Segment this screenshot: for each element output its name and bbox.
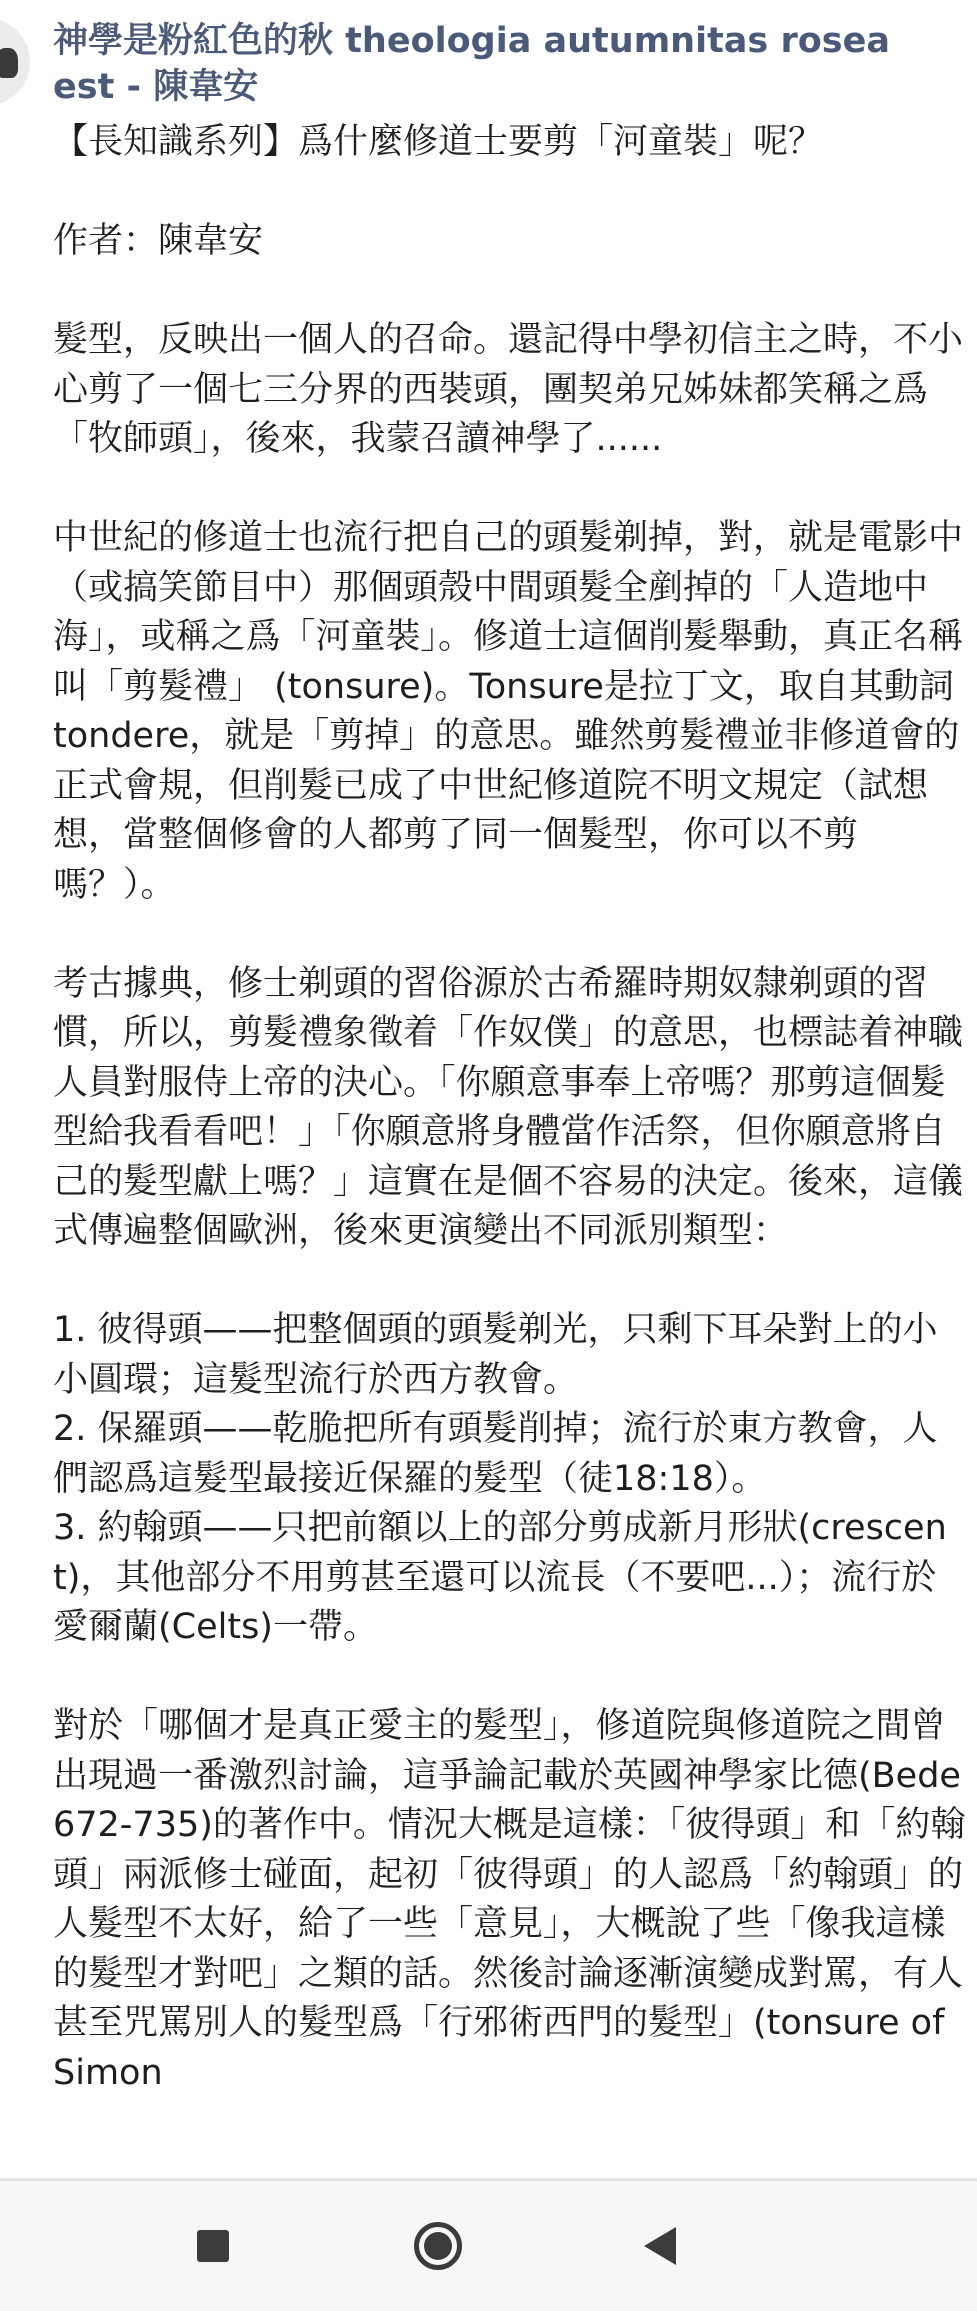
page-name-link[interactable]: 神學是粉紅色的秋 theologia autumnitas rosea est - 陳韋安 xyxy=(53,21,890,107)
home-button[interactable] xyxy=(368,2181,508,2311)
paragraph-intro: 髮型，反映出一個人的召命。還記得中學初信主之時，不小心剪了一個七三分界的西裝頭，團契弟兄姊妹都笑稱之爲「牧師頭」，後來，我蒙召讀神學了...... xyxy=(53,320,964,459)
square-recent-apps-icon xyxy=(197,2230,229,2262)
post-author: 作者：陳韋安 xyxy=(53,221,264,261)
paragraph-debate: 對於「哪個才是真正愛主的髮型」，修道院與修道院之間曾出現過一番激烈討論，這爭論記載於英國神學家比德(Bede 672-735)的著作中。情況大概是這樣：「彼得頭」和「約翰頭」兩派修士碰面，起初「彼得頭」的人認爲「約翰頭」的人髮型不太好，給了一些「意見」，大概說了些「像我這樣的髮型才對吧」之類的話。然後討論逐漸演變成對罵，有人甚至咒罵別人的髮型爲「行邪術西門的髮型」(tonsure of Simon xyxy=(53,1706,973,2093)
system-navigation-bar xyxy=(0,2181,977,2311)
triangle-back-icon xyxy=(644,2227,676,2265)
avatar-figure xyxy=(0,48,18,78)
back-button[interactable] xyxy=(590,2181,730,2311)
paragraph-tonsure: 中世紀的修道士也流行把自己的頭髮剃掉，對，就是電影中（或搞笑節目中）那個頭殼中間頭髮全剷掉的「人造地中海」，或稱之爲「河童裝」。修道士這個削髮舉動，真正名稱叫「剪髮禮」 (tonsure)。Tonsure是拉丁文，取自其動詞 tondere，就是「剪掉」的意思。雖然剪髮禮並非修道會的正式會規，但削髮已成了中世紀修道院不明文規定（試想想，當整個修會的人都剪了同一個髮型，你可以不剪嗎？）。 xyxy=(53,518,966,905)
post-content xyxy=(53,118,973,2175)
paragraph-types-list: 1. 彼得頭——把整個頭的頭髮剃光，只剩下耳朵對上的小小圓環；這髮型流行於西方教會。 2. 保羅頭——乾脆把所有頭髮削掉；流行於東方教會，人們認爲這髮型最接近保羅的髮型（徒18:18）。 3. 約翰頭——只把前額以上的部分剪成新月形狀(crescent)，其他部分不用剪甚至還可以流長（不要吧...）；流行於愛爾蘭(Celts)一帶。 xyxy=(53,1310,947,1647)
recent-apps-button[interactable] xyxy=(143,2181,283,2311)
paragraph-origin: 考古據典，修士剃頭的習俗源於古希羅時期奴隸剃頭的習慣，所以，剪髮禮象徵着「作奴僕」的意思，也標誌着神職人員對服侍上帝的決心。「你願意事奉上帝嗎？那剪這個髮型給我看看吧！」「你願意將身體當作活祭，但你願意將自己的髮型獻上嗎？」這實在是個不容易的決定。後來，這儀式傳遍整個歐洲，後來更演變出不同派別類型： xyxy=(53,963,964,1251)
page-avatar[interactable] xyxy=(0,18,30,106)
circle-home-icon xyxy=(414,2222,462,2270)
post-title: 【長知識系列】爲什麼修道士要剪「河童裝」呢？ xyxy=(53,122,824,162)
